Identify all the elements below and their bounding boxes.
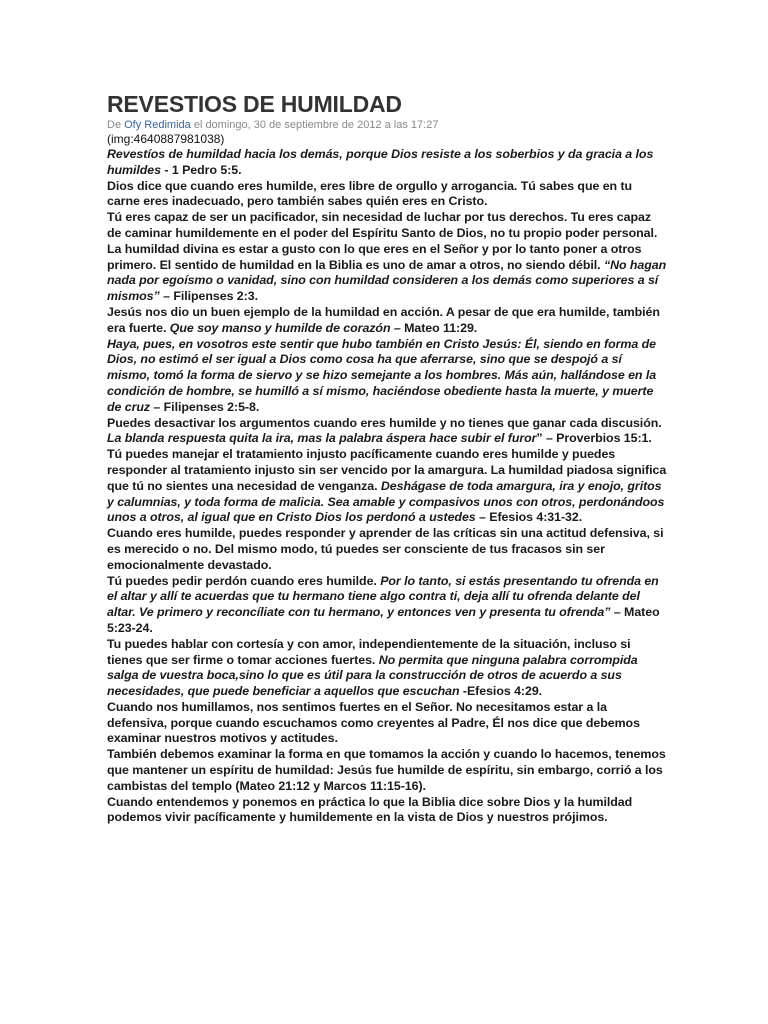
paragraph: Cuando eres humilde, puedes responder y aprender de las críticas sin una actitud defensiva, si es merecido o no. Del mismo modo, tú puedes ser consciente de tus fracasos sin ser emocionalmente devastado. [107, 526, 664, 572]
paragraph: Cuando nos humillamos, nos sentimos fuertes en el Señor. No necesitamos estar a la defensiva, porque cuando escuchamos como creyentes al Padre, Él nos dice que debemos examinar nuestros motivos y actitudes. [107, 699, 640, 746]
paragraph: Dios dice que cuando eres humilde, eres libre de orgullo y arrogancia. Tú sabes que en tu carne eres inadecuado, pero también sabes quién eres en Cristo. [107, 178, 633, 209]
paragraph: También debemos examinar la forma en que tomamos la acción y cuando lo hacemos, tenemos que mantener un espíritu de humildad: Jesús fue humilde de espíritu, sin embargo, corrió a los cambistas del templo (Mateo 21:12 y Marcos 11:15-16). [107, 747, 666, 793]
paragraph: Tú puedes pedir perdón cuando eres humilde. Por lo tanto, si estás presentando tu ofrenda en el altar y allí te acuerdas que tu hermano tiene algo contra ti, deja allí tu ofrenda delante del altar. Ve primero y reconcíliate con tu hermano, y entonces ven y presenta tu ofrenda” – Mateo 5:23-24. [107, 573, 660, 635]
paragraph: Tú eres capaz de ser un pacificador, sin necesidad de luchar por tus derechos. Tu eres capaz de caminar humildemente en el poder del Espíritu Santo de Dios, no tu propio poder personal. [107, 210, 658, 240]
paragraph: Haya, pues, en vosotros este sentir que hubo también en Cristo Jesús: Él, siendo en forma de Dios, no estimó el ser igual a Dios como cosa ha que aferrarse, sino que se despojó a sí mismo, tomó la forma de siervo y se hizo semejante a los hombres. Más aún, hallándose en la condición de hombre, se humilló a sí mismo, haciéndose obediente hasta la muerte, y muerte de cruz – Filipenses 2:5-8. [107, 336, 657, 414]
article [107, 90, 667, 826]
article-meta [107, 118, 667, 132]
paragraph: Revestíos de humildad hacia los demás, porque Dios resiste a los soberbios y da gracia a los humildes - 1 Pedro 5:5. [107, 147, 654, 177]
author-link[interactable]: Ofy Redimida [124, 119, 191, 131]
image-reference: (img:4640887981038) [107, 132, 225, 146]
meta-date: el domingo, 30 de septiembre de 2012 a las 17:27 [190, 119, 439, 131]
paragraph: Tu puedes hablar con cortesía y con amor, independientemente de la situación, incluso si tienes que ser firme o tomar acciones fuertes. No permita que ninguna palabra corrompida salga de vuestra boca,sino lo que es útil para la construcción de otros de acuerdo a sus necesidades, que puede beneficiar a aquellos que escuchan -Efesios 4:29. [107, 636, 638, 699]
article-title: REVESTIOS DE HUMILDAD [107, 91, 402, 117]
paragraph: Jesús nos dio un buen ejemplo de la humildad en acción. A pesar de que era humilde, también era fuerte. Que soy manso y humilde de corazón – Mateo 11:29. [107, 304, 660, 335]
paragraph: Cuando entendemos y ponemos en práctica lo que la Biblia dice sobre Dios y la humildad podemos vivir pacíficamente y humildemente en la vista de Dios y nuestros prójimos. [107, 794, 633, 825]
paragraph: Tú puedes manejar el tratamiento injusto pacíficamente cuando eres humilde y puedes responder al tratamiento injusto sin ser vencido por la amargura. La humildad piadosa significa que tú no sientes una necesidad de venganza. Deshágase de toda amargura, ira y enojo, gritos y calumnias, y toda forma de malicia. Sea amable y compasivos unos con otros, perdonándoos unos a otros, al igual que en Cristo Dios los perdonó a ustedes – Efesios 4:31-32. [107, 447, 667, 525]
paragraph: Puedes desactivar los argumentos cuando eres humilde y no tienes que ganar cada discusión. La blanda respuesta quita la ira, mas la palabra áspera hace subir el furor” – Proverbios 15:1. [107, 415, 662, 446]
meta-prefix: De [107, 119, 125, 131]
paragraph: La humildad divina es estar a gusto con lo que eres en el Señor y por lo tanto poner a otros primero. El sentido de humildad en la Biblia es uno de amar a otros, no siendo débil. “No hagan nada por egoísmo o vanidad, sino con humildad consideren a los demás como superiores a sí mismos” – Filipenses 2:3. [107, 241, 667, 304]
